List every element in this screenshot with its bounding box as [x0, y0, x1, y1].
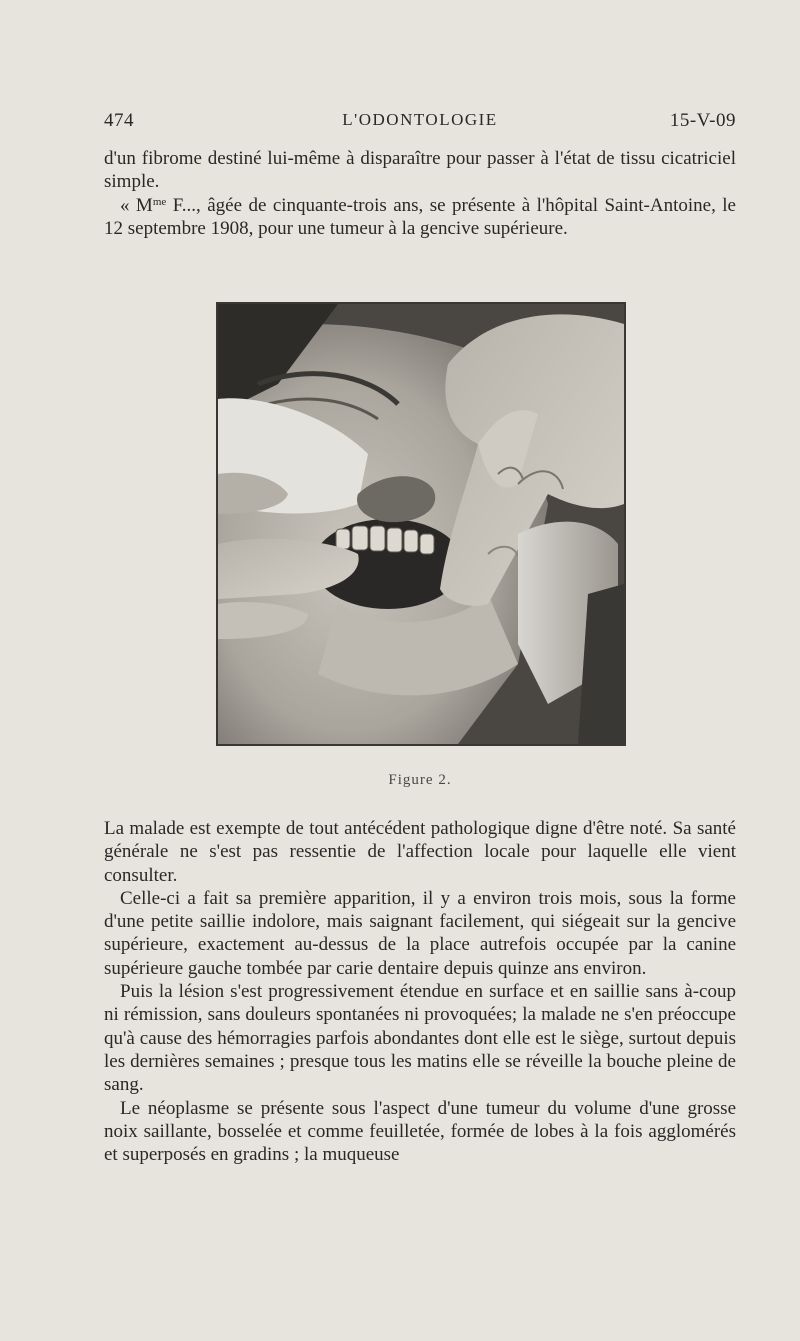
paragraph: Le néoplasme se présente sous l'aspect d'une tumeur du volume d'une grosse noix saillante, bosselée et comme feuilletée, formée de lobes à la fois agglomérés et superposés en gradins ; la muqueuse: [104, 1097, 736, 1166]
superscript: me: [152, 195, 167, 208]
photograph-dental-examination: [218, 304, 624, 744]
page-number: 474: [104, 110, 134, 131]
paragraph: La malade est exempte de tout antécédent pathologique digne d'être noté. Sa santé générale ne s'est pas ressentie de l'affection locale pour laquelle elle vient consulter.: [104, 818, 736, 886]
paragraph: d'un fibrome destiné lui-même à disparaître pour passer à l'état de tissu cicatriciel simple.: [104, 148, 736, 193]
figure-caption: Figure 2.: [388, 772, 452, 788]
bottom-text-block: [104, 817, 736, 1166]
running-header: [104, 110, 736, 136]
paragraph: [104, 194, 736, 241]
journal-title: L'ODONTOLOGIE: [342, 110, 498, 129]
issue-date: 15-V-09: [669, 110, 736, 131]
paragraph-rest: F..., âgée de cinquante-trois ans, se présente à l'hôpital Saint-Antoine, le 12 septembre 1908, pour une tumeur à la gencive supérieure.: [104, 194, 736, 239]
paragraph: Puis la lésion s'est progressivement étendue en surface et en saillie sans à-coup ni rémission, sans douleurs spontanées ni provoquées; la malade ne s'en préoccupe qu'à cause des hémorragies parfois abondantes dont elle est le siège, surtout depuis les dernières semaines ; presque tous les matins elle se réveille la bouche pleine de sang.: [104, 981, 736, 1096]
top-text-block: [104, 147, 736, 240]
figure-photograph: [216, 302, 626, 746]
paragraph: Celle-ci a fait sa première apparition, il y a environ trois mois, sous la forme d'une petite saillie indolore, mais saignant facilement, qui siégeait sur la gencive supérieure, exactement au-dessus de la place autrefois occupée par la canine supérieure gauche tombée par carie dentaire depuis quinze ans environ.: [104, 887, 736, 979]
paragraph-open: « M: [120, 194, 153, 216]
